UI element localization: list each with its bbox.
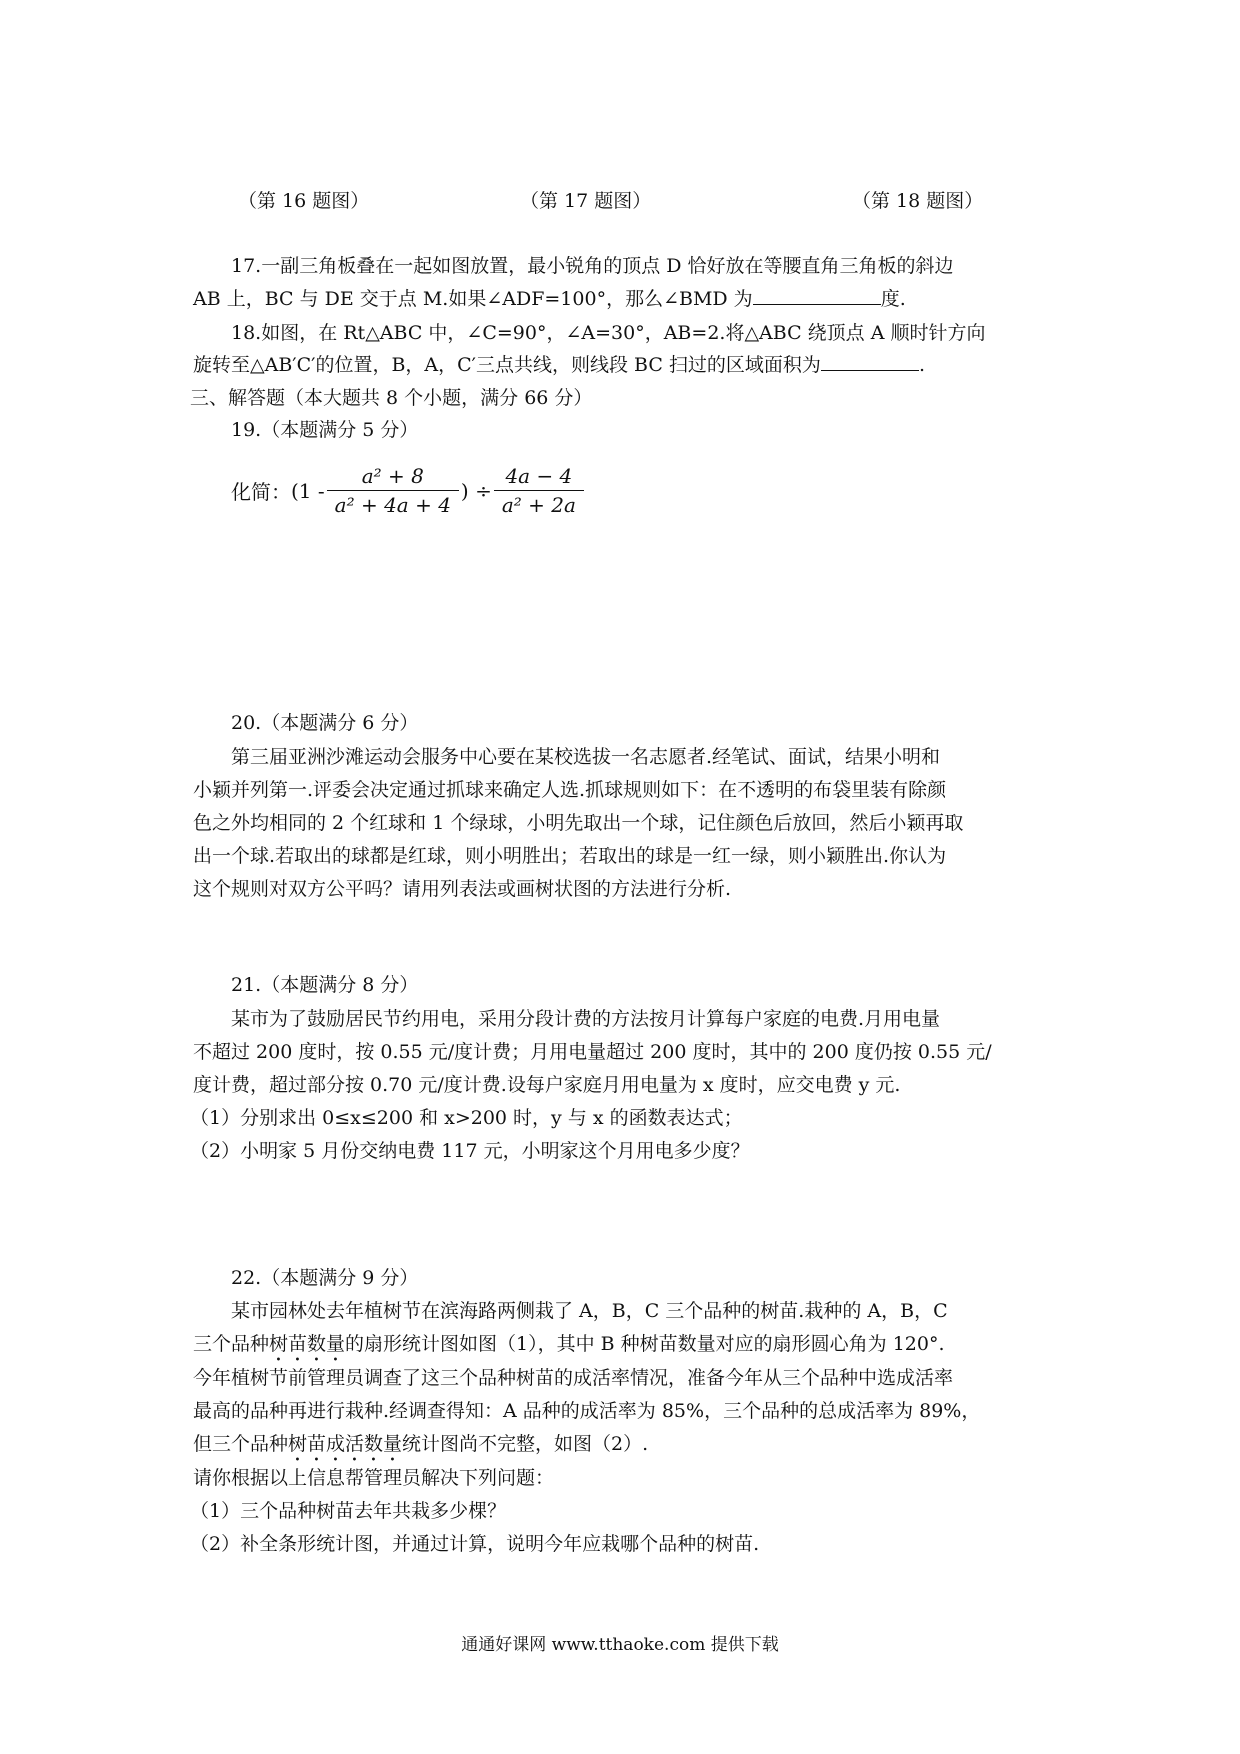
q19-fraction-2	[494, 464, 584, 517]
q19-open: (1 -	[291, 478, 325, 503]
q20-header: 20.（本题满分 6 分）	[231, 712, 419, 734]
q21-subquestion-1: （1）分别求出 0≤x≤200 和 x>200 时，y 与 x 的函数表达式；	[190, 1107, 743, 1129]
q19-fraction-1-denominator: a² + 4a + 4	[327, 490, 459, 517]
q22-text: 统计图尚不完整，如图（2）.	[402, 1433, 649, 1455]
q20-line: 第三届亚洲沙滩运动会服务中心要在某校选拔一名志愿者.经笔试、面试，结果小明和	[231, 746, 941, 768]
q21-line: 度计费，超过部分按 0.70 元/度计费.设每户家庭月用电量为 x 度时，应交电费 y 元.	[193, 1074, 901, 1096]
q22-line-4: 最高的品种再进行栽种.经调查得知：A 品种的成活率为 85%，三个品种的总成活率为 89%，	[193, 1400, 981, 1422]
q22-text: 的扇形统计图如图（1），其中 B 种树苗数量对应的扇形圆心角为 120°.	[345, 1333, 945, 1355]
q17-answer-blank	[753, 284, 881, 305]
q21-subquestion-2: （2）小明家 5 月份交纳电费 117 元，小明家这个月用电多少度？	[190, 1140, 750, 1162]
q19-fraction-1-numerator: a² + 8	[361, 464, 424, 488]
q21-header: 21.（本题满分 8 分）	[231, 974, 419, 996]
q17-line-2	[193, 284, 1063, 314]
page-footer: 通通好课网 www.tthaoke.com 提供下载	[461, 1635, 779, 1655]
caption-figure-17: （第 17 题图）	[520, 190, 652, 212]
q19-fraction-2-numerator: 4a − 4	[505, 464, 573, 488]
q22-subquestion-1: （1）三个品种树苗去年共栽多少棵？	[190, 1500, 507, 1522]
q19-label: 化简：	[231, 480, 291, 504]
q19-fraction-1	[327, 464, 459, 517]
q19-header: 19.（本题满分 5 分）	[231, 419, 419, 441]
q22-text: 但三个品种	[193, 1433, 289, 1455]
q22-emphasis-seedling-count: 树苗数量	[269, 1333, 346, 1355]
q20-line: 色之外均相同的 2 个红球和 1 个绿球，小明先取出一个球，记住颜色后放回，然后小颖再取	[193, 812, 964, 834]
q20-line: 小颖并列第一.评委会决定通过抓球来确定人选.抓球规则如下：在不透明的布袋里装有除颜	[193, 779, 947, 801]
q19-close-divide: ) ÷	[460, 478, 492, 503]
q22-line-2	[193, 1329, 1063, 1366]
q21-line: 某市为了鼓励居民节约用电，采用分段计费的方法按月计算每户家庭的电费.月用电量	[231, 1008, 941, 1030]
q22-line-5	[193, 1429, 1063, 1466]
q18-text: 旋转至△AB′C′的位置，B，A，C′三点共线，则线段 BC 扫过的区域面积为	[193, 354, 821, 376]
q22-line-3: 今年植树节前管理员调查了这三个品种树苗的成活率情况，准备今年从三个品种中选成活率	[193, 1367, 954, 1389]
q19-expression	[231, 464, 586, 517]
q18-end: .	[918, 354, 925, 376]
q20-line: 这个规则对双方公平吗？请用列表法或画树状图的方法进行分析.	[193, 878, 732, 900]
q18-line-1: 18.如图，在 Rt△ABC 中，∠C=90°，∠A=30°，AB=2.将△ABC 绕顶点 A 顺时针方向	[231, 322, 986, 344]
q17-line-1: 17.一副三角板叠在一起如图放置，最小锐角的顶点 D 恰好放在等腰直角三角板的斜边	[231, 255, 954, 277]
q22-text: 三个品种	[193, 1333, 270, 1355]
q22-emphasis-survival-count: 树苗成活数量	[288, 1433, 403, 1455]
q22-line-6: 请你根据以上信息帮管理员解决下列问题：	[193, 1467, 555, 1489]
q19-fraction-2-denominator: a² + 2a	[494, 490, 584, 517]
q22-line-1: 某市园林处去年植树节在滨海路两侧栽了 A，B，C 三个品种的树苗.栽种的 A，B，C	[231, 1300, 948, 1322]
q18-line-2	[193, 350, 1063, 380]
q22-header: 22.（本题满分 9 分）	[231, 1267, 419, 1289]
q17-unit: 度.	[880, 288, 906, 310]
section-3-heading: 三、解答题（本大题共 8 个小题，满分 66 分）	[190, 387, 593, 409]
q18-answer-blank	[821, 350, 919, 371]
q22-subquestion-2: （2）补全条形统计图，并通过计算，说明今年应栽哪个品种的树苗.	[190, 1533, 760, 1555]
caption-figure-18: （第 18 题图）	[852, 190, 984, 212]
q17-text: AB 上，BC 与 DE 交于点 M.如果∠ADF=100°，那么∠BMD 为	[193, 288, 753, 310]
q21-line: 不超过 200 度时，按 0.55 元/度计费；月用电量超过 200 度时，其中的 200 度仍按 0.55 元/	[193, 1041, 992, 1063]
caption-figure-16: （第 16 题图）	[238, 190, 370, 212]
q20-line: 出一个球.若取出的球都是红球，则小明胜出；若取出的球是一红一绿，则小颖胜出.你认为	[193, 845, 947, 867]
